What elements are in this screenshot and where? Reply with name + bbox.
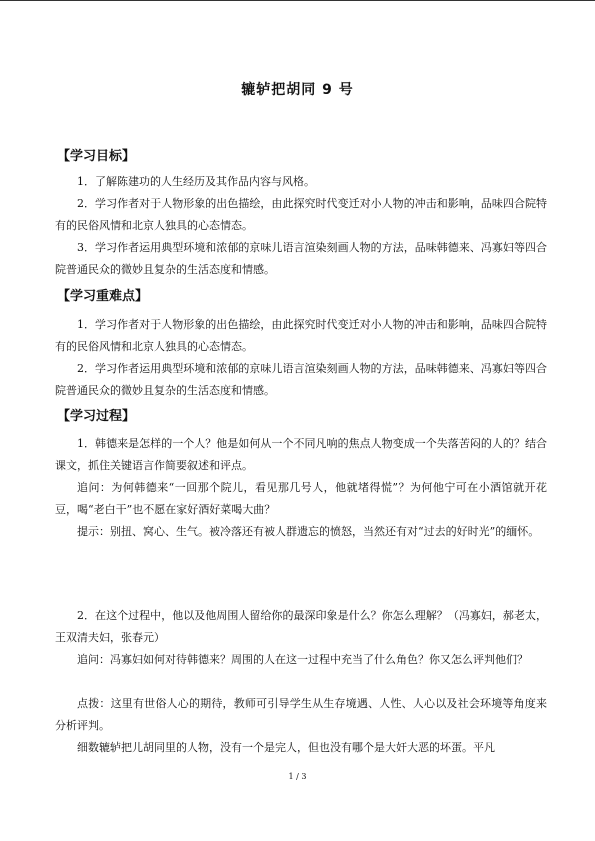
page-number: 1 / 3	[288, 772, 307, 781]
key-point-paragraph-1: 1．学习作者对于人物形象的出色描绘，由此探究时代变迁对小人物的冲击和影响，品味四合院特有的民俗风情和北京人独具的心态情态。	[55, 318, 547, 353]
process-guidance-2: 点拨：这里有世俗人心的期待，教师可引导学生从生存境遇、人性、人心以及社会环境等角度来分析评判。	[55, 697, 547, 732]
process-question-2: 2．在这个过程中，他以及他周围人留给你的最深印象是什么？你怎么理解？（冯寡妇，郝老太，王双清夫妇，张春元）	[55, 609, 547, 644]
objective-paragraph-1: 1．了解陈建功的人生经历及其作品内容与风格。	[77, 175, 315, 188]
document-title: 辘轳把胡同 9 号	[241, 82, 354, 98]
key-point-paragraph-2: 2．学习作者运用典型环境和浓郁的京味儿语言渲染刻画人物的方法，品味韩德来、冯寡妇等四合院普通民众的微妙且复杂的生活态度和情感。	[55, 362, 547, 397]
process-question-1: 1．韩德来是怎样的一个人？他是如何从一个不同凡响的焦点人物变成一个失落苦闷的人的？结合课文，抓住关键语言作简要叙述和评点。	[55, 437, 547, 472]
section-heading-objectives: 【学习目标】	[57, 149, 136, 164]
objective-paragraph-2: 2．学习作者对于人物形象的出色描绘，由此探究时代变迁对小人物的冲击和影响，品味四合院特有的民俗风情和北京人独具的心态情态。	[55, 197, 547, 232]
process-followup-1: 追问：为何韩德来“一回那个院儿，看见那几号人，他就堵得慌”？为何他宁可在小酒馆就开花豆，喝“老白干”也不愿在家好酒好菜喝大曲？	[55, 481, 547, 516]
section-heading-key-points: 【学习重难点】	[57, 289, 149, 304]
section-heading-process: 【学习过程】	[57, 409, 136, 424]
objective-paragraph-3: 3．学习作者运用典型环境和浓郁的京味儿语言渲染刻画人物的方法，品味韩德来、冯寡妇等四合院普通民众的微妙且复杂的生活态度和情感。	[55, 241, 547, 276]
process-summary-paragraph: 细数辘轳把儿胡同里的人物，没有一个是完人，但也没有哪个是大奸大恶的坏蛋。平凡	[77, 741, 495, 754]
process-followup-2: 追问：冯寡妇如何对待韩德来？周围的人在这一过程中充当了什么角色？你又怎么评判他们？	[77, 653, 528, 666]
page-top-rule	[0, 0, 595, 1]
process-hint-1: 提示：别扭、窝心、生气。被冷落还有被人群遗忘的愤怒，当然还有对“过去的好时光”的缅怀。	[77, 525, 540, 538]
